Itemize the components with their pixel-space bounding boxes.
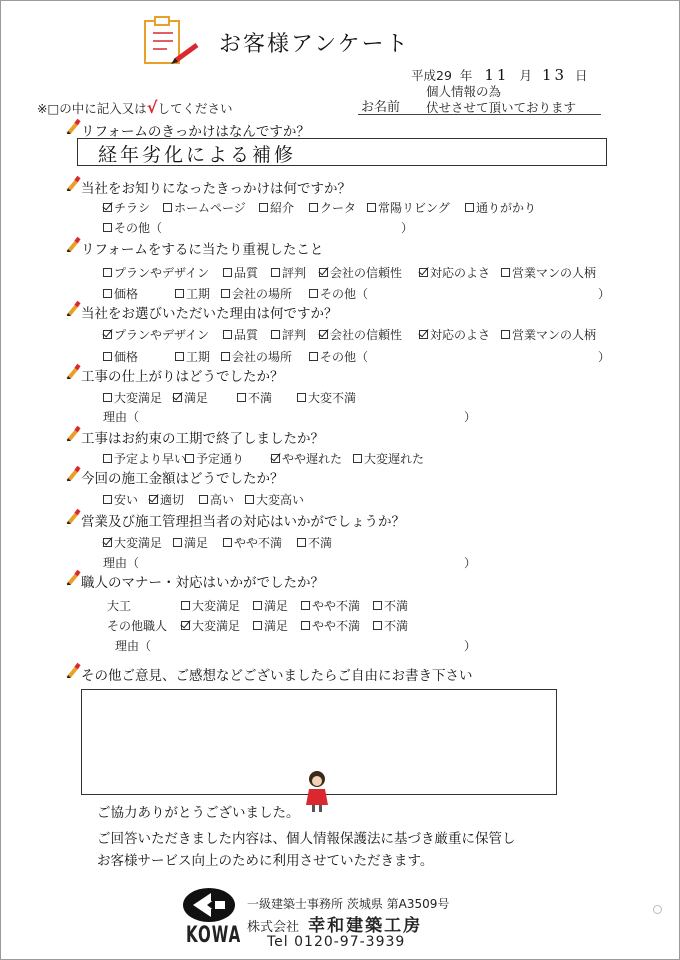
option-q3-r1-4[interactable]	[419, 264, 490, 281]
question-8-reason-close: ）	[464, 556, 477, 570]
pencil-icon	[65, 465, 81, 481]
option-label: 高い	[210, 493, 235, 507]
checkbox[interactable]	[501, 268, 510, 277]
option-label: 適切	[160, 493, 185, 507]
checkbox[interactable]	[103, 495, 112, 504]
checkbox[interactable]	[223, 330, 232, 339]
option-label: やや遅れた	[282, 452, 343, 466]
pencil-icon	[65, 175, 81, 191]
checkbox[interactable]	[223, 538, 232, 547]
option-label: クータ	[320, 201, 357, 215]
privacy-line1: 個人情報の為	[426, 84, 502, 99]
option-label: 満足	[264, 619, 289, 633]
checkbox[interactable]	[181, 601, 190, 610]
option-q8-opts-3[interactable]	[297, 534, 332, 551]
license-text: 一級建築士事務所 茨城県 第A3509号	[247, 897, 450, 911]
option-label: 大変遅れた	[364, 452, 425, 466]
option-q4-r1-2[interactable]	[271, 326, 306, 343]
option-label: 安い	[114, 493, 139, 507]
dot-mark	[653, 905, 662, 914]
checkbox[interactable]	[163, 203, 172, 212]
option-q9-o-0[interactable]	[181, 617, 240, 634]
pencil-icon	[65, 425, 81, 441]
option-q4-r1-3[interactable]	[319, 326, 402, 343]
option-label: 予定より早い	[114, 452, 187, 466]
option-q4-r1-0[interactable]	[103, 326, 209, 343]
option-label: 紹介	[270, 201, 295, 215]
checkbox[interactable]	[253, 601, 262, 610]
pencil-icon	[65, 508, 81, 524]
question-5-reason-close: ）	[464, 410, 477, 424]
checkbox[interactable]	[221, 352, 230, 361]
checked-checkbox[interactable]	[103, 203, 112, 212]
phone-number: Tel 0120-97-3939	[267, 934, 406, 950]
name-label: お名前	[361, 100, 401, 115]
checkbox[interactable]	[465, 203, 474, 212]
option-label: 不満	[384, 619, 409, 633]
instruction	[37, 98, 232, 117]
option-q3-r1-2[interactable]	[271, 264, 306, 281]
option-q5-opts-1[interactable]	[173, 389, 208, 406]
option-label: プランやデザイン	[114, 266, 210, 280]
option-label: 大変満足	[192, 599, 241, 613]
question-4-text: 当社をお選びいただいた理由は何ですか？	[81, 306, 338, 322]
date-year-unit: 年	[459, 68, 473, 83]
checkbox[interactable]	[309, 352, 318, 361]
option-label: 大変不満	[308, 391, 357, 405]
option-q4-r1-5[interactable]	[501, 326, 596, 343]
option-label: 価格	[114, 287, 139, 301]
option-label: チラシ	[114, 201, 151, 215]
checkbox[interactable]	[221, 289, 230, 298]
checked-checkbox[interactable]	[103, 330, 112, 339]
option-label: その他（	[320, 350, 369, 364]
checkbox[interactable]	[297, 393, 306, 402]
pencil-icon	[65, 662, 81, 678]
checkbox[interactable]	[103, 268, 112, 277]
checkbox[interactable]	[259, 203, 268, 212]
option-label: 品質	[234, 266, 259, 280]
option-q2-opts-0[interactable]	[103, 199, 150, 216]
checked-checkbox[interactable]	[271, 454, 280, 463]
option-label: 大変高い	[256, 493, 305, 507]
checkbox[interactable]	[301, 601, 310, 610]
option-label: 大変満足	[192, 619, 241, 633]
question-5-text: 工事の仕上がりはどうでしたか？	[81, 369, 284, 385]
option-label: 工期	[186, 287, 211, 301]
checkbox[interactable]	[185, 454, 194, 463]
clipboard-icon	[141, 15, 203, 65]
question-5-reason-label: 理由（	[103, 410, 140, 424]
option-label: 営業マンの人柄	[512, 328, 597, 342]
checked-checkbox[interactable]	[419, 330, 428, 339]
option-q3-r2-2[interactable]	[221, 285, 292, 302]
checked-checkbox[interactable]	[319, 330, 328, 339]
option-label: 不満	[384, 599, 409, 613]
option-q9-o-2[interactable]	[301, 617, 360, 634]
check-mark-icon: √	[146, 98, 158, 117]
option-label: 評判	[282, 266, 307, 280]
date-month: 11	[484, 66, 510, 84]
option-q8-opts-1[interactable]	[173, 534, 208, 551]
checkbox[interactable]	[271, 330, 280, 339]
option-label: 会社の信頼性	[330, 266, 403, 280]
option-label: 営業マンの人柄	[512, 266, 597, 280]
checkbox[interactable]	[297, 538, 306, 547]
checkbox[interactable]	[373, 621, 382, 630]
option-label: 会社の場所	[232, 287, 293, 301]
checked-checkbox[interactable]	[319, 268, 328, 277]
checkbox[interactable]	[223, 268, 232, 277]
question-4-close: ）	[598, 350, 611, 364]
option-label: 会社の場所	[232, 350, 293, 364]
question-2-other-close: ）	[401, 221, 414, 235]
option-label: 予定通り	[196, 452, 245, 466]
option-q7-opts-1[interactable]	[149, 491, 184, 508]
option-q9-o-1[interactable]	[253, 617, 288, 634]
other-craftsmen-label: その他職人	[107, 619, 168, 633]
option-label: やや不満	[312, 599, 361, 613]
question-8-reason-label: 理由（	[103, 556, 140, 570]
pencil-icon	[65, 236, 81, 252]
privacy-note-line1: ご回答いただきました内容は、個人情報保護法に基づき厳重に保管し	[97, 831, 516, 847]
checkbox[interactable]	[367, 203, 376, 212]
option-label: ホームページ	[174, 201, 246, 215]
option-q6-opts-1[interactable]	[185, 450, 244, 467]
option-q6-opts-0[interactable]	[103, 450, 186, 467]
option-q4-r2-3[interactable]	[309, 348, 368, 365]
option-label: 不満	[308, 536, 333, 550]
option-q5-opts-2[interactable]	[237, 389, 272, 406]
question-1-answer-box[interactable]	[77, 138, 607, 166]
option-q4-r1-4[interactable]	[419, 326, 490, 343]
option-q8-opts-2[interactable]	[223, 534, 282, 551]
privacy-note-line2: お客様サービス向上のために利用させていただきます。	[97, 853, 434, 869]
checkbox[interactable]	[175, 352, 184, 361]
question-9-text: 職人のマナー・対応はいかがでしたか？	[81, 575, 324, 591]
checkbox[interactable]	[253, 621, 262, 630]
option-q2-opts-3[interactable]	[309, 199, 356, 216]
checked-checkbox[interactable]	[103, 538, 112, 547]
instruction-suffix: してください	[157, 101, 233, 116]
checked-checkbox[interactable]	[149, 495, 158, 504]
option-q5-opts-0[interactable]	[103, 389, 162, 406]
company-name: 幸和建築工房	[308, 916, 423, 936]
date-day-unit: 日	[575, 68, 588, 83]
option-label: 工期	[186, 350, 211, 364]
checkbox[interactable]	[175, 289, 184, 298]
option-q9-c-1[interactable]	[253, 597, 288, 614]
checkbox[interactable]	[103, 393, 112, 402]
checkbox[interactable]	[353, 454, 362, 463]
option-q9-c-2[interactable]	[301, 597, 360, 614]
question-2-text: 当社をお知りになったきっかけは何ですか？	[81, 181, 351, 197]
option-label: 不満	[248, 391, 273, 405]
option-label: やや不満	[312, 619, 361, 633]
option-q2-opts-5[interactable]	[465, 199, 536, 216]
option-label: 評判	[282, 328, 307, 342]
question-9-reason-close: ）	[464, 639, 477, 653]
option-label: その他（	[320, 287, 369, 301]
checkbox[interactable]	[309, 289, 318, 298]
option-q9-o-3[interactable]	[373, 617, 408, 634]
checkbox[interactable]	[103, 454, 112, 463]
girl-illustration-icon	[303, 769, 331, 813]
option-label: 通りがかり	[476, 201, 537, 215]
option-q4-r2-2[interactable]	[221, 348, 292, 365]
option-label: 対応のよさ	[430, 266, 491, 280]
option-label: 対応のよさ	[430, 328, 491, 342]
option-q6-opts-2[interactable]	[271, 450, 342, 467]
option-q2-opts-2[interactable]	[259, 199, 294, 216]
option-q7-opts-0[interactable]	[103, 491, 138, 508]
option-q6-opts-3[interactable]	[353, 450, 424, 467]
checkbox[interactable]	[199, 495, 208, 504]
option-q7-opts-2[interactable]	[199, 491, 234, 508]
option-label: 満足	[184, 536, 209, 550]
option-label: 大変満足	[114, 536, 163, 550]
checkbox[interactable]	[373, 601, 382, 610]
checked-checkbox[interactable]	[173, 393, 182, 402]
question-3-text: リフォームをするに当たり重視したこと	[81, 242, 324, 258]
option-q3-r1-1[interactable]	[223, 264, 258, 281]
checkbox[interactable]	[237, 393, 246, 402]
date-month-unit: 月	[519, 68, 532, 83]
checkbox[interactable]	[173, 538, 182, 547]
option-label: 満足	[264, 599, 289, 613]
pencil-icon	[65, 569, 81, 585]
option-label: 品質	[234, 328, 259, 342]
option-label: 常陽リビング	[378, 201, 450, 215]
checkbox[interactable]	[271, 268, 280, 277]
pencil-icon	[65, 363, 81, 379]
option-q2-opts-1[interactable]	[163, 199, 246, 216]
survey-title: お客様アンケート	[219, 32, 410, 57]
question-6-text: 工事はお約束の工期で終了しましたか？	[81, 431, 324, 447]
option-q5-opts-3[interactable]	[297, 389, 356, 406]
question-1-text: リフォームのきっかけはなんですか？	[81, 124, 310, 140]
option-q3-r2-0[interactable]	[103, 285, 138, 302]
thanks-text: ご協力ありがとうございました。	[97, 805, 300, 821]
option-q3-r1-5[interactable]	[501, 264, 596, 281]
option-q7-opts-3[interactable]	[245, 491, 304, 508]
privacy-line2: 伏せさせて頂いております	[426, 100, 577, 115]
question-10-text: その他ご意見、ご感想などございましたらご自由にお書き下さい	[81, 668, 473, 684]
company-prefix: 株式会社	[247, 920, 300, 935]
option-q8-opts-0[interactable]	[103, 534, 162, 551]
option-q4-r2-1[interactable]	[175, 348, 210, 365]
option-q2-opts-4[interactable]	[367, 199, 450, 216]
option-q4-r2-0[interactable]	[103, 348, 138, 365]
option-label: 満足	[184, 391, 209, 405]
question-1-answer: 経年劣化による補修	[98, 144, 297, 166]
question-2-other[interactable]	[103, 219, 162, 236]
checked-checkbox[interactable]	[419, 268, 428, 277]
checkbox[interactable]	[309, 203, 318, 212]
checked-checkbox[interactable]	[181, 621, 190, 630]
name-underline	[358, 114, 601, 115]
checkbox[interactable]	[103, 223, 112, 232]
question-2-other-label: その他（	[114, 221, 163, 235]
question-9-reason-label: 理由（	[115, 639, 152, 653]
option-q9-c-0[interactable]	[181, 597, 240, 614]
date-era: 平成29	[411, 68, 452, 83]
checkbox[interactable]	[501, 330, 510, 339]
question-7-text: 今回の施工金額はどうでしたか？	[81, 471, 284, 487]
option-label: プランやデザイン	[114, 328, 210, 342]
option-q3-r2-1[interactable]	[175, 285, 210, 302]
carpenter-label: 大工	[107, 599, 132, 613]
option-label: 大変満足	[114, 391, 163, 405]
checkbox[interactable]	[245, 495, 254, 504]
option-q3-r1-0[interactable]	[103, 264, 209, 281]
date-day: 13	[541, 66, 568, 84]
question-3-close: ）	[598, 287, 611, 301]
checkbox[interactable]	[103, 352, 112, 361]
option-label: やや不満	[234, 536, 283, 550]
option-label: 価格	[114, 350, 139, 364]
question-8-text: 営業及び施工管理担当者の対応はいかがでしょうか？	[81, 514, 405, 530]
pencil-icon	[65, 118, 81, 134]
logo-text: KOWA	[186, 921, 242, 948]
checkbox[interactable]	[103, 289, 112, 298]
option-q9-c-3[interactable]	[373, 597, 408, 614]
checkbox[interactable]	[301, 621, 310, 630]
option-label: 会社の信頼性	[330, 328, 403, 342]
option-q3-r1-3[interactable]	[319, 264, 402, 281]
option-q3-r2-3[interactable]	[309, 285, 368, 302]
pencil-icon	[65, 300, 81, 316]
instruction-prefix: ※□の中に記入又は	[37, 101, 147, 116]
company-name-line	[247, 911, 422, 936]
option-q4-r1-1[interactable]	[223, 326, 258, 343]
